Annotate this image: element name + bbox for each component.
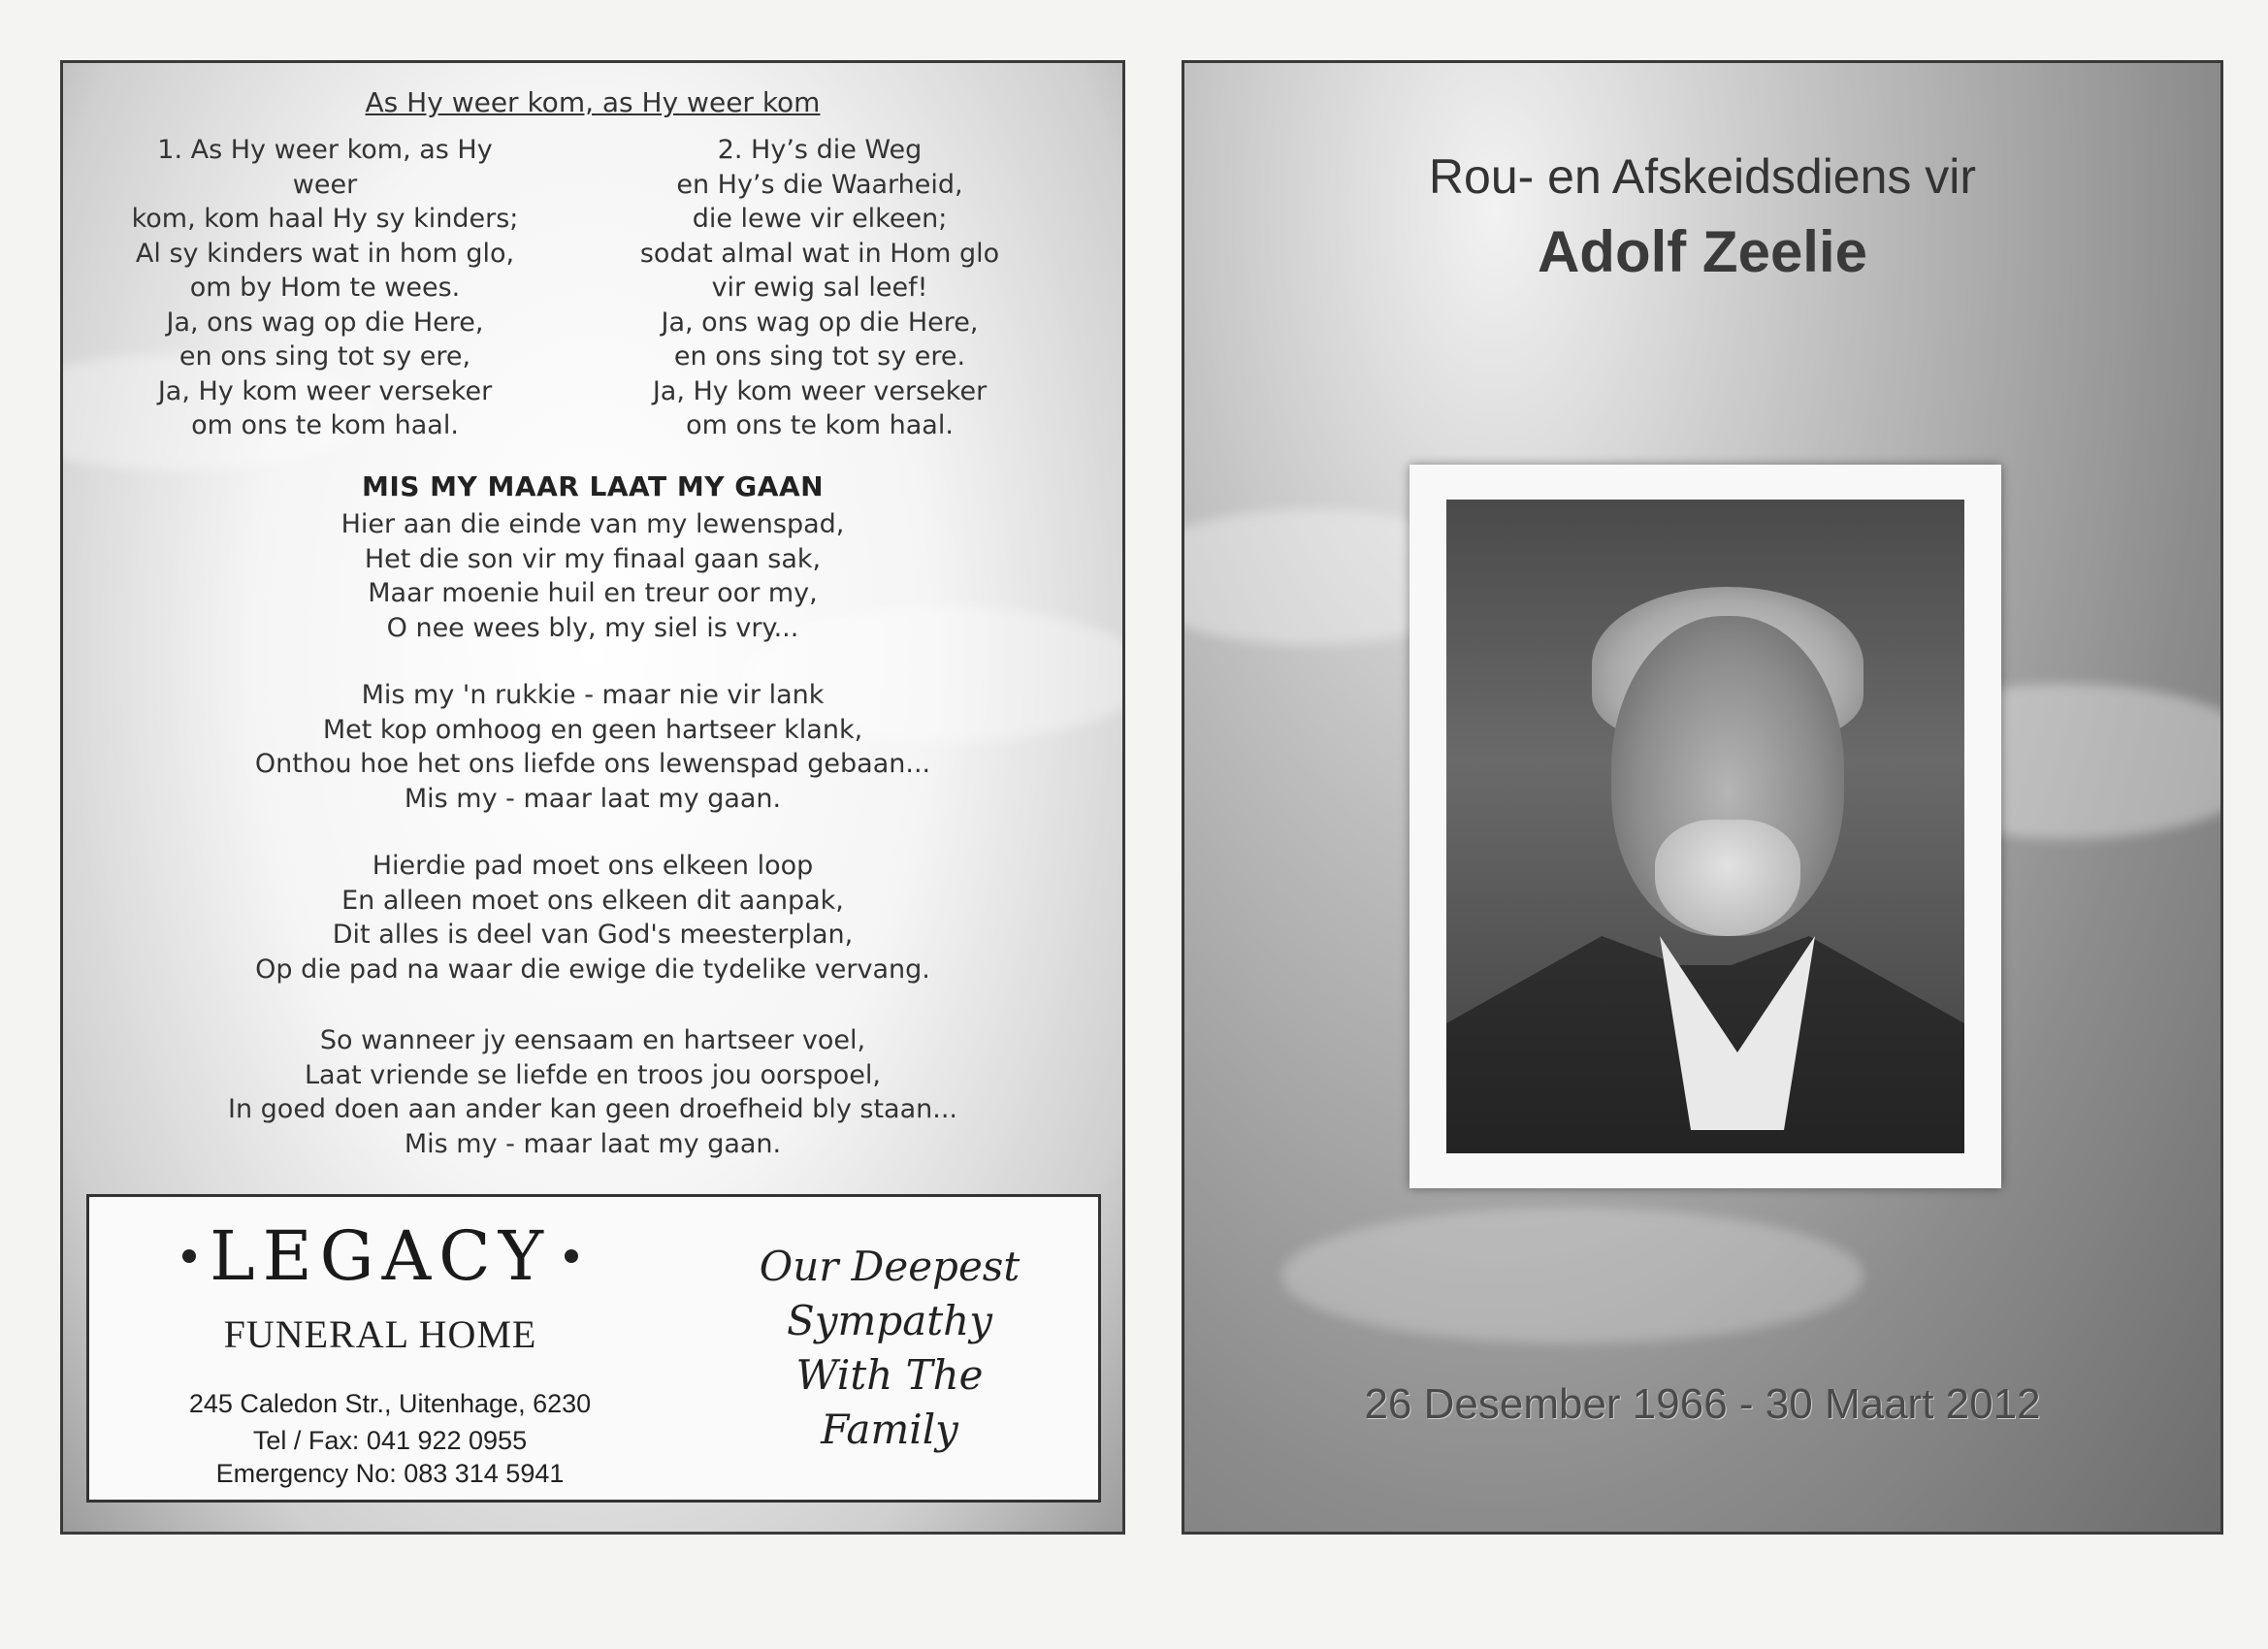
life-dates: 26 Desember 1966 - 30 Maart 2012: [1364, 1380, 2041, 1428]
background-wave: [1281, 1208, 1863, 1343]
stanza-line: Onthou hoe het ons liefde ons lewenspad gebaan...: [254, 749, 931, 779]
poem-stanza-1: [63, 507, 1122, 645]
right-page: [1182, 60, 2223, 1535]
portrait-frame: [1409, 465, 2001, 1188]
verse-line: kom, kom haal Hy sy kinders;: [131, 204, 519, 234]
service-title: Rou- en Afskeidsdiens vir: [1428, 149, 1977, 204]
funeral-home-ad: [86, 1194, 1101, 1503]
stanza-line: Dit alles is deel van God's meesterplan,: [332, 920, 854, 950]
stanza-line: Met kop omhoog en geen hartseer klank,: [322, 714, 863, 745]
stanza-line: So wanneer jy eensaam en hartseer voel,: [319, 1025, 866, 1055]
verse-line: die lewe vir elkeen;: [692, 204, 948, 234]
portrait-photo: [1446, 500, 1964, 1153]
verse-line: en ons sing tot sy ere,: [178, 341, 471, 372]
poem-stanza-3: [63, 849, 1122, 986]
legacy-logo: [138, 1216, 623, 1296]
verse-line: sodat almal wat in Hom glo: [639, 238, 1000, 269]
stanza-line: O nee wees bly, my siel is vry...: [386, 612, 799, 643]
verse-line: Ja, ons wag op die Here,: [661, 307, 979, 338]
sympathy-line: Sympathy: [787, 1297, 992, 1344]
hymn-verse-2: [606, 133, 1033, 443]
sympathy-line: Family: [821, 1406, 958, 1453]
sympathy-message: [710, 1240, 1069, 1457]
hymn-verse-1: [121, 133, 529, 443]
portrait-beard: [1655, 820, 1800, 936]
verse-line: Ja, Hy kom weer verseker: [652, 375, 988, 406]
stanza-line: Hier aan die einde van my lewenspad,: [340, 509, 845, 539]
funeral-home-address: 245 Caledon Str., Uitenhage, 6230: [188, 1389, 592, 1418]
funeral-home-tel: Tel / Fax: 041 922 0955: [252, 1426, 528, 1455]
sympathy-line: Our Deepest: [759, 1243, 1021, 1290]
verse-line: om ons te kom haal.: [191, 410, 459, 440]
verse-line: om by Hom te wees.: [189, 273, 461, 303]
stanza-line: Mis my - maar laat my gaan.: [404, 783, 782, 814]
stanza-line: Op die pad na waar die ewige die tydelike vervang.: [255, 954, 930, 985]
poem-stanza-4: [63, 1023, 1122, 1161]
stanza-line: In goed doen aan ander kan geen droefheid bly staan...: [228, 1094, 957, 1124]
bullet-dot-icon: [182, 1249, 196, 1263]
verse-line: en Hy’s die Waarheid,: [676, 169, 963, 200]
verse-line: vir ewig sal leef!: [711, 273, 928, 303]
stanza-line: Het die son vir my finaal gaan sak,: [364, 543, 822, 574]
bullet-dot-icon: [565, 1249, 578, 1263]
verse-line: en ons sing tot sy ere.: [673, 341, 966, 372]
verse-line: 1. As Hy weer kom, as Hy weer: [157, 135, 493, 200]
stanza-line: En alleen moet ons elkeen dit aanpak,: [341, 885, 844, 916]
verse-line: Al sy kinders wat in hom glo,: [135, 238, 515, 269]
funeral-home-emergency: Emergency No: 083 314 5941: [215, 1459, 565, 1488]
stanza-line: Mis my 'n rukkie - maar nie vir lank: [361, 680, 825, 710]
funeral-home-label: FUNERAL HOME: [223, 1312, 537, 1356]
stanza-line: Laat vriende se liefde en troos jou oorspoel,: [304, 1059, 881, 1090]
hymn-title: As Hy weer kom, as Hy weer kom: [365, 86, 821, 118]
legacy-name: LEGACY: [210, 1216, 551, 1296]
deceased-name: Adolf Zeelie: [1537, 219, 1868, 284]
verse-line: Ja, ons wag op die Here,: [166, 307, 484, 338]
verse-line: 2. Hy’s die Weg: [717, 135, 923, 165]
verse-line: om ons te kom haal.: [686, 410, 954, 440]
stanza-line: Hierdie pad moet ons elkeen loop: [372, 851, 814, 881]
stanza-line: Maar moenie huil en treur oor my,: [368, 578, 818, 608]
poem-title: MIS MY MAAR LAAT MY GAAN: [361, 470, 825, 502]
verse-line: Ja, Hy kom weer verseker: [157, 375, 493, 406]
poem-stanza-2: [63, 678, 1122, 816]
stanza-line: Mis my - maar laat my gaan.: [404, 1128, 782, 1159]
sympathy-line: With The: [795, 1351, 984, 1399]
left-page: [60, 60, 1125, 1535]
